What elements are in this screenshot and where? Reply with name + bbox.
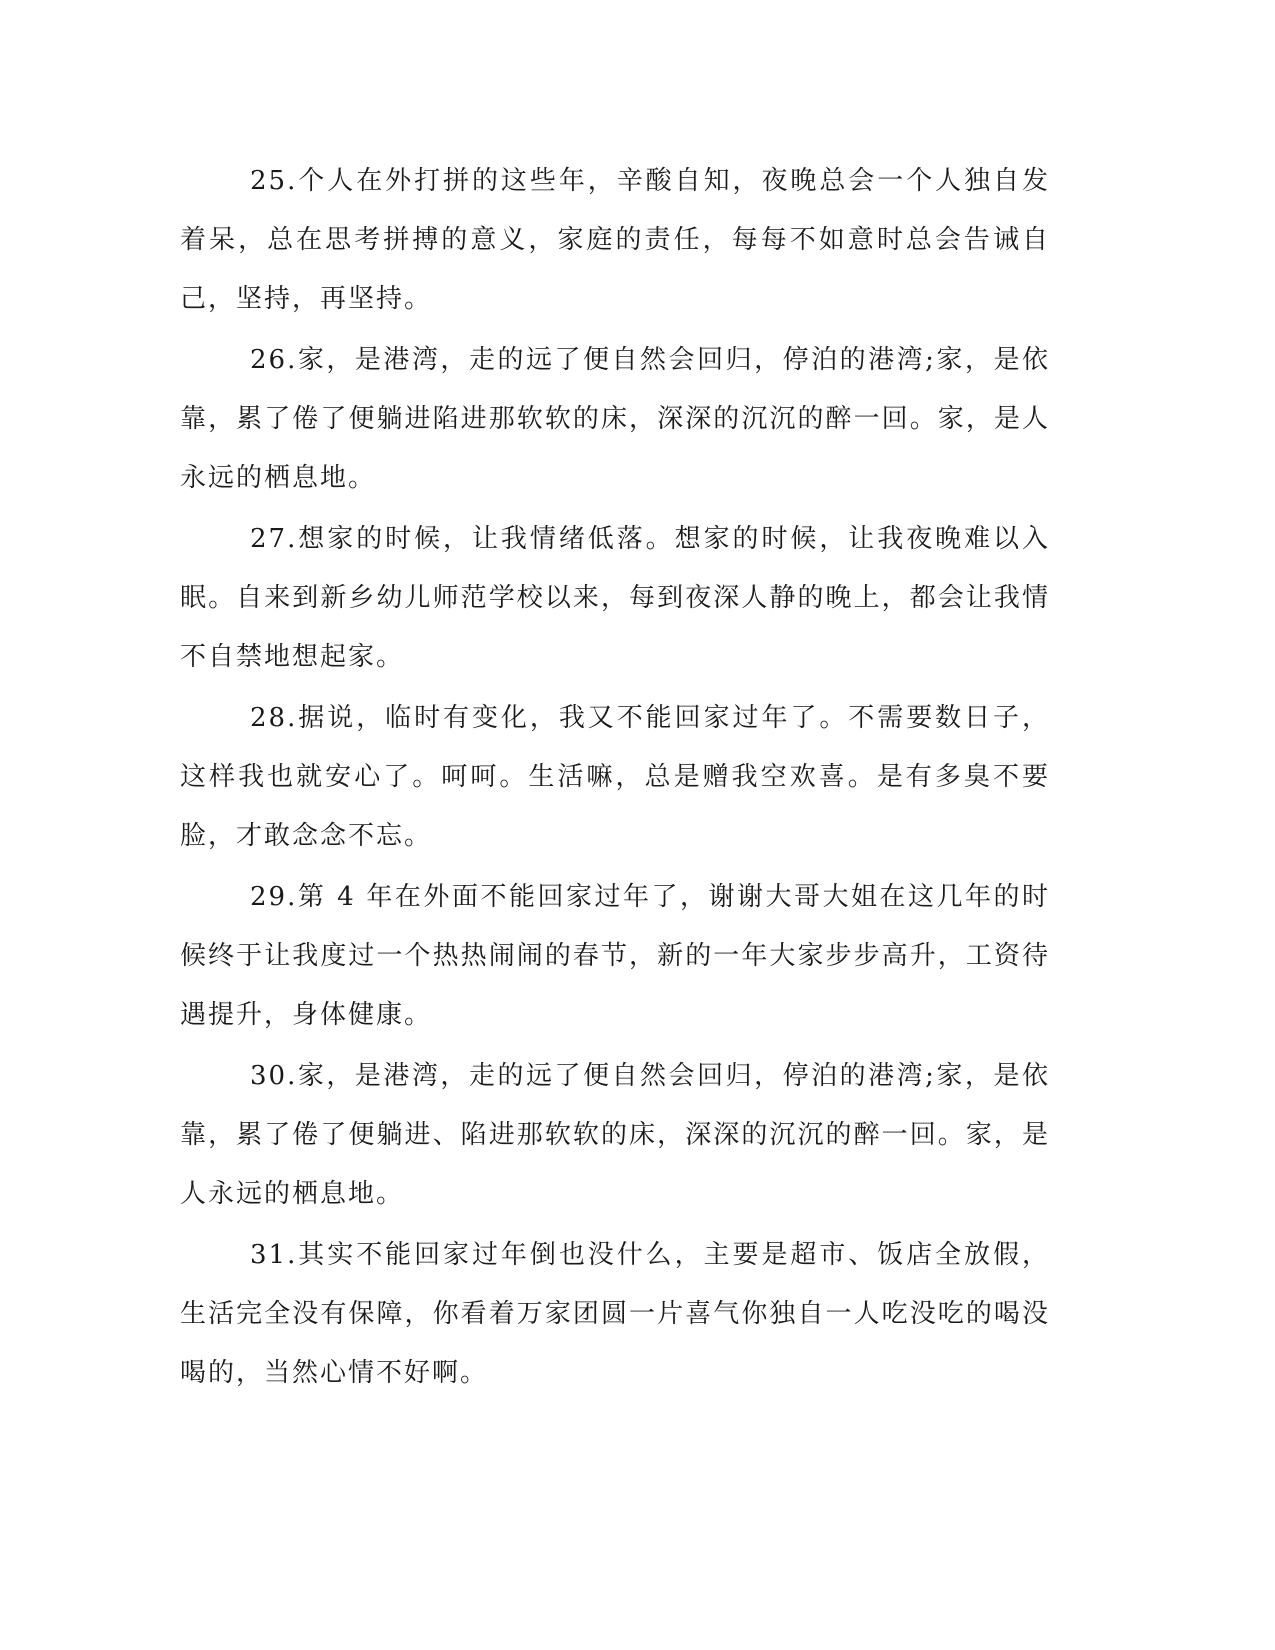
paragraph-31: 31.其实不能回家过年倒也没什么，主要是超市、饭店全放假，生活完全没有保障，你看着万家团圆一片喜气你独自一人吃没吃的喝没喝的，当然心情不好啊。	[180, 1240, 1050, 1388]
paragraph-25: 25.个人在外打拼的这些年，辛酸自知，夜晚总会一个人独自发着呆，总在思考拼搏的意义，家庭的责任，每每不如意时总会告诫自己，坚持，再坚持。	[180, 166, 1050, 314]
paragraph-27: 27.想家的时候，让我情绪低落。想家的时候，让我夜晚难以入眠。自来到新乡幼儿师范学校以来，每到夜深人静的晚上，都会让我情不自禁地想起家。	[180, 524, 1050, 672]
document-body	[180, 152, 1050, 1403]
paragraph-30: 30.家，是港湾，走的远了便自然会回归，停泊的港湾;家，是依靠，累了倦了便躺进、陷进那软软的床，深深的沉沉的醉一回。家，是人永远的栖息地。	[180, 1061, 1050, 1209]
paragraph-29: 29.第 4 年在外面不能回家过年了，谢谢大哥大姐在这几年的时候终于让我度过一个热热闹闹的春节，新的一年大家步步高升，工资待遇提升，身体健康。	[180, 882, 1050, 1030]
paragraph-28: 28.据说，临时有变化，我又不能回家过年了。不需要数日子，这样我也就安心了。呵呵。生活嘛，总是赠我空欢喜。是有多臭不要脸，才敢念念不忘。	[180, 703, 1050, 851]
paragraph-26: 26.家，是港湾，走的远了便自然会回归，停泊的港湾;家，是依靠，累了倦了便躺进陷进那软软的床，深深的沉沉的醉一回。家，是人永远的栖息地。	[180, 345, 1050, 493]
